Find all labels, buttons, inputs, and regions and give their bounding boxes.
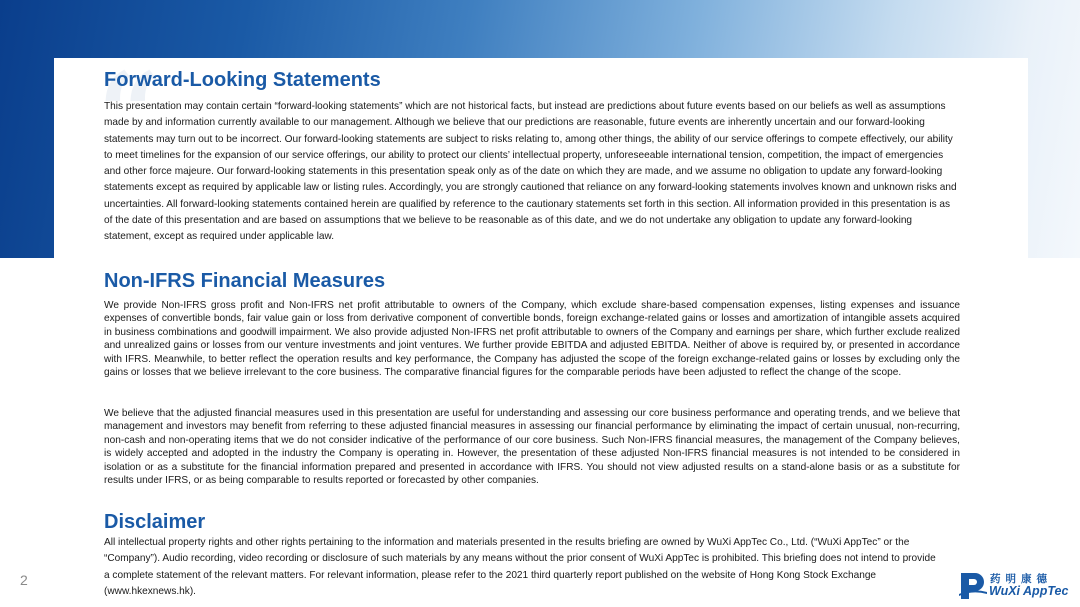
logo-english-text: WuXi AppTec xyxy=(989,584,1069,598)
wuxi-apptec-logo xyxy=(958,570,1069,602)
non-ifrs-heading: Non-IFRS Financial Measures xyxy=(104,270,386,292)
disclaimer-heading: Disclaimer xyxy=(104,511,206,533)
forward-looking-heading: Forward-Looking Statements xyxy=(104,69,381,91)
disclaimer-body: All intellectual property rights and other rights pertaining to the information and materials presented in the results briefing are owned by WuXi AppTec Co., Ltd. (“WuXi AppTec” or the “Company”). Audio recording, video recording or disclosure of such materials by any means without the prior consent of WuXi AppTec is prohibited. This briefing does not intend to provide a complete statement of the relevant matters. For relevant information, please refer to the 2021 third quarterly report published on the website of Hong Kong Stock Exchange (www.hkexnews.hk). xyxy=(104,537,936,597)
page-number: 2 xyxy=(20,572,28,588)
quote-mark-icon: “ xyxy=(98,48,162,177)
non-ifrs-body-2: We believe that the adjusted financial measures used in this presentation are useful for understanding and assessing our core business performance and operating trends, and we believe that management and investors may benefit from referring to these adjusted financial measures in assessing our financial performance by eliminating the impact of certain unusual, non-recurring, non-cash and non-operating items that we do not consider indicative of the performance of our core business. Such Non-IFRS financial measures, the management of the Company believes, is widely accepted and adopted in the industry the Company is operating in. However, the presentation of these adjusted Non-IFRS financial measures is not intended to be considered in isolation or as a substitute for the financial information prepared and presented in accordance with IFRS. You should not view adjusted results on a stand-alone basis or as a substitute for results under IFRS, or as being comparable to results reported or forecasted by other companies. xyxy=(104,408,960,487)
logo-mark-icon xyxy=(958,571,988,601)
non-ifrs-body-1: We provide Non-IFRS gross profit and Non-IFRS net profit attributable to owners of the Company, which exclude share-based compensation expenses, listing expenses and issuance expenses of convertible bonds, fair value gain or loss from derivative component of convertible bonds, foreign exchange-related gains or losses and amortization of intangible assets acquired in business combinations and goodwill impairment. We also provide adjusted Non-IFRS net profit attributable to owners of the Company and earnings per share, which further exclude realized and unrealized gains or losses from our venture investments and joint ventures. We further provide EBITDA and adjusted EBITDA. Neither of above is required by, or presented in accordance with IFRS. Meanwhile, to better reflect the operation results and key performance, the Company has adjusted the scope of the foreign exchange-related gains or losses by excluding only the gains or losses that we believe irrelevant to the core business. The comparative financial figures for the comparable periods have been adjusted to reflect the change of the scope. xyxy=(104,300,960,379)
logo-chinese-text: 药明康德 xyxy=(990,573,1052,585)
forward-looking-body: This presentation may contain certain “forward-looking statements” which are not historical facts, but instead are predictions about future events based on our beliefs as well as assumptions made by and information currently available to our management. Although we believe that our predictions are reasonable, future events are inherently uncertain and our forward-looking statements may turn out to be incorrect. Our forward-looking statements are subject to risks relating to, among other things, the ability of our service offerings to compete effectively, our ability to meet timelines for the expansion of our service offerings, our ability to protect our clients’ intellectual property, unforeseeable international tension, competition, the impact of emergencies and other force majeure. Our forward-looking statements in this presentation speak only as of the date on which they are made, and we assume no obligation to update any forward-looking statements except as required by applicable law or listing rules. Accordingly, you are strongly cautioned that reliance on any forward-looking statements involves known and unknown risks and uncertainties. All forward-looking statements contained herein are qualified by reference to the cautionary statements set forth in this section. All information provided in this presentation is as of the date of this presentation and are based on assumptions that we believe to be reasonable as of this date, and we do not undertake any obligation to update any forward-looking statement, except as required under applicable law. xyxy=(104,101,957,243)
